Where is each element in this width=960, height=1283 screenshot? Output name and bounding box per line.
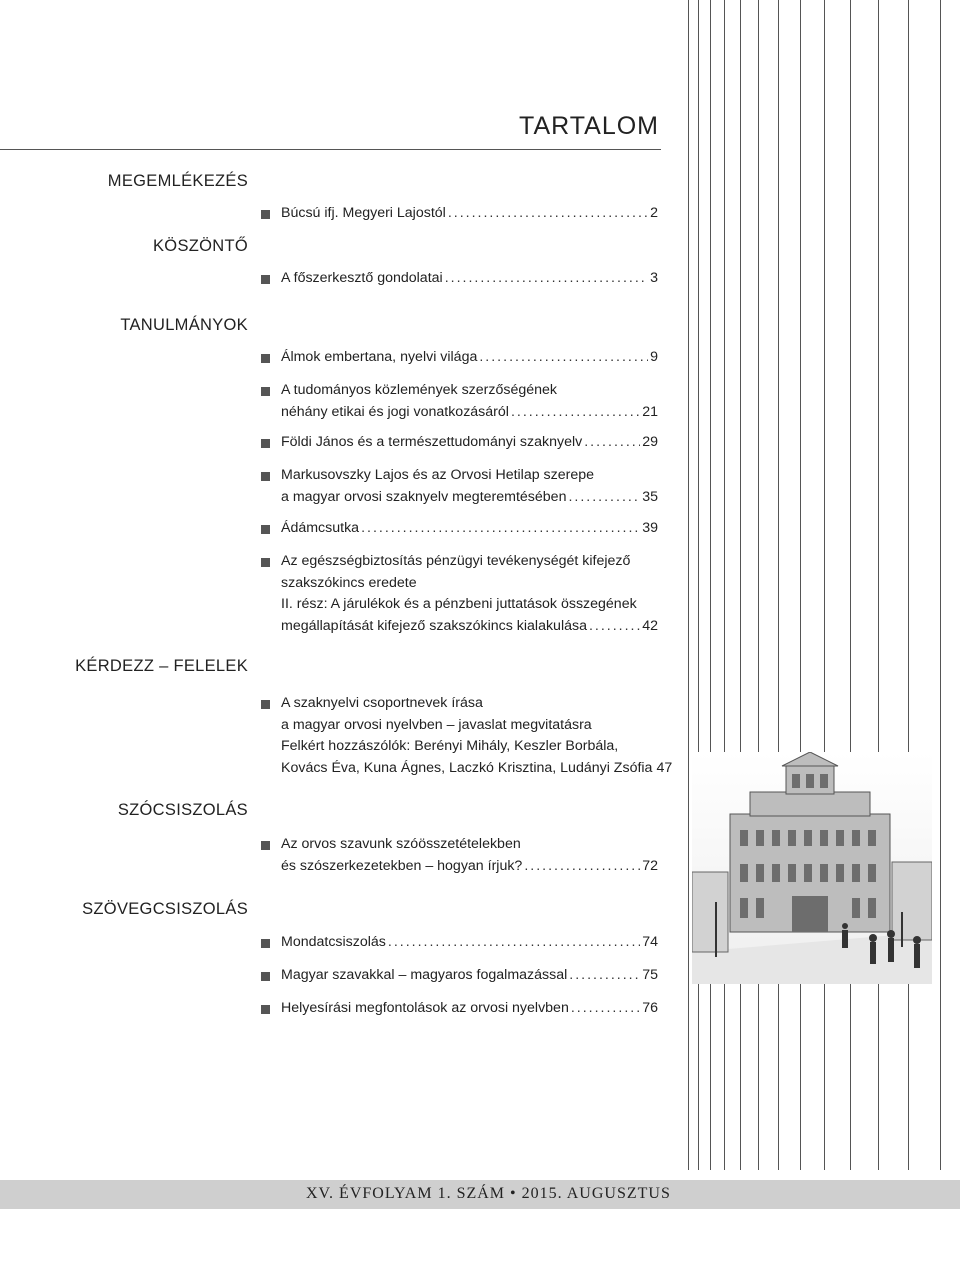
entry-title-line: Kovács Éva, Kuna Ágnes, Laczkó Krisztina, Ludányi Zsófia [281,759,653,776]
page-number: 74 [642,934,658,950]
entry-title-line: a magyar orvosi szaknyelv megteremtésében [281,488,567,505]
square-bullet-icon [261,1005,270,1014]
historic-building-illustration-icon [692,752,932,984]
entry-title [281,932,658,954]
square-bullet-icon [261,387,270,396]
square-bullet-icon [261,439,270,448]
entry-title-line: Mondatcsiszolás [281,934,386,950]
entry-title-line: A szaknyelvi csoportnevek írása [281,695,483,711]
square-bullet-icon [261,525,270,534]
section-heading: MEGEMLÉKEZÉS [107,172,248,190]
entry-title-line: II. rész: A járulékok és a pénzbeni juttatások összegének [281,596,637,613]
square-bullet-icon [261,841,270,850]
dot-leader [445,268,648,290]
page-number: 76 [642,1000,658,1016]
entry-title [281,432,658,454]
page-number: 35 [642,488,658,505]
entry-title-line: Markusovszky Lajos és az Orvosi Hetilap szerepe [281,467,595,483]
entry-title-line: Álmok embertana, nyelvi világa [281,349,478,365]
entry-title-line: Ádámcsutka [281,520,360,536]
dot-leader [589,616,640,638]
entry-title [281,998,658,1020]
entry-title [281,347,658,369]
square-bullet-icon [261,354,270,363]
entry-title [281,834,658,877]
dot-leader [568,487,640,509]
entry-title [281,268,658,290]
entry-title-line: néhány etikai és jogi vonatkozásáról [281,403,509,420]
page-number: 9 [650,349,658,365]
entry-title-line: megállapítását kifejező szakszókincs kialakulása [281,617,587,634]
entry-title-line: Földi János és a természettudományi szaknyelv [281,434,583,450]
square-bullet-icon [261,275,270,284]
section-heading: KÖSZÖNTŐ [153,237,248,255]
square-bullet-icon [261,210,270,219]
entry-title-line: és szószerkezetekben – hogyan írjuk? [281,857,523,874]
entry-title-line: A tudományos közlemények szerzőségének [281,382,558,398]
entry-title [281,965,658,987]
square-bullet-icon [261,939,270,948]
square-bullet-icon [261,558,270,567]
dot-leader [511,402,640,424]
page-number: 72 [642,857,658,874]
entry-title [281,380,658,423]
entry-title [281,465,658,508]
entry-title-line: a magyar orvosi nyelvben – javaslat megvitatásra [281,716,592,733]
dot-leader [569,965,640,987]
dot-leader [479,347,648,369]
page-number: 21 [642,403,658,420]
entry-title-line: Az egészségbiztosítás pénzügyi tevékenységét kifejező [281,553,631,569]
page-number: 47 [656,759,673,776]
dot-leader [448,203,648,225]
page-number: 2 [650,205,658,221]
entry-title [281,518,658,540]
section-heading: SZÓCSISZOLÁS [117,801,248,819]
issue-info: XV. ÉVFOLYAM 1. SZÁM • 2015. AUGUSZTUS [306,1185,671,1202]
section-heading: SZÖVEGCSISZOLÁS [82,900,248,918]
section-heading: TANULMÁNYOK [120,316,248,334]
square-bullet-icon [261,472,270,481]
square-bullet-icon [261,700,270,709]
dot-leader [584,432,640,454]
dot-leader [361,518,640,540]
page-number: 75 [642,967,658,983]
page-number: 3 [650,270,658,286]
entry-title-line: Magyar szavakkal – magyaros fogalmazással [281,967,568,983]
page-title: TARTALOM [519,112,659,140]
title-rule [0,149,661,150]
dot-leader [571,998,640,1020]
section-heading: KÉRDEZZ – FELELEK [75,657,248,675]
entry-title-line: A főszerkesztő gondolatai [281,270,443,286]
page-number: 42 [642,617,658,634]
entry-title-line: Felkért hozzászólók: Berényi Mihály, Keszler Borbála, [281,738,619,755]
entry-title [281,203,658,225]
entry-title [281,693,673,779]
entry-title-line: Az orvos szavunk szóösszetételekben [281,836,521,852]
entry-title-line: Búcsú ifj. Megyeri Lajostól [281,205,446,221]
dot-leader [388,932,640,954]
page-number: 39 [642,520,658,536]
square-bullet-icon [261,972,270,981]
page-number: 29 [642,434,658,450]
entry-title-line: szakszókincs eredete [281,574,417,591]
entry-title [281,551,658,637]
dot-leader [524,856,640,878]
entry-title-line: Helyesírási megfontolások az orvosi nyelvben [281,1000,569,1016]
decorative-vertical-lines [688,0,960,1170]
